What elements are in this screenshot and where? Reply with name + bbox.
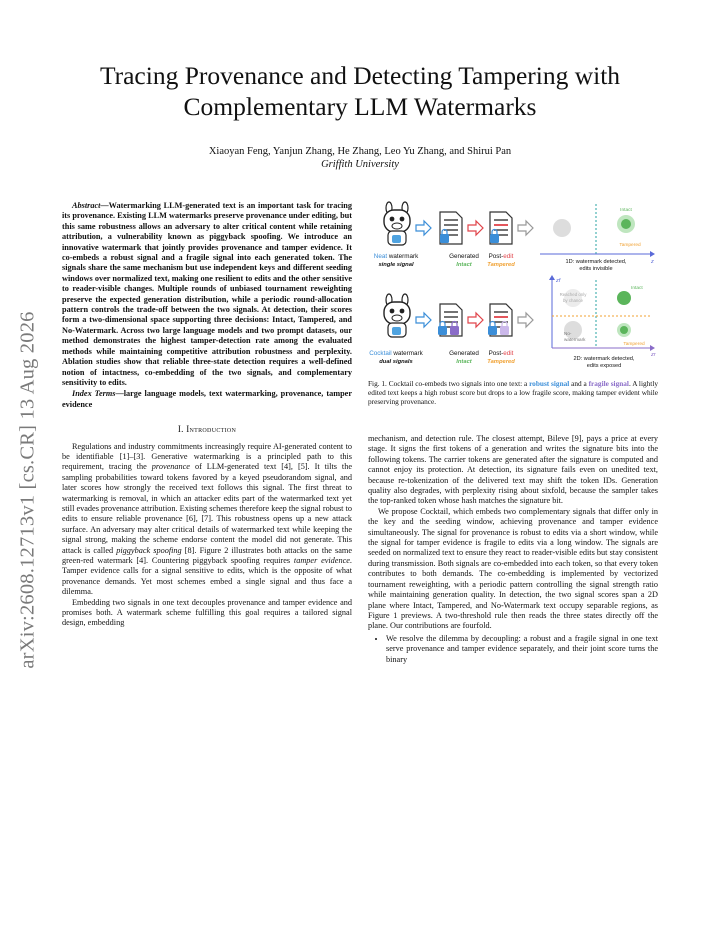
llama-icon-row1	[384, 202, 410, 245]
document-icon-generated-row1	[440, 212, 462, 244]
caption-text-c: . A lightly edited text keeps a high robust score but drops to a low fragile score, making tamper evident while preserving provenance.	[368, 379, 658, 406]
document-icon-post-edit-row1	[490, 212, 512, 244]
fig-row1-intact-label: Intact	[620, 208, 632, 213]
fig-row2-axis-y-label: zf	[556, 278, 561, 284]
caption-text-b: and a	[569, 379, 589, 388]
figure-1-caption	[368, 379, 658, 406]
intro-paragraph-2: Embedding two signals in one text decouples provenance and tamper evidence and promises both. A watermark scheme fulfilling this goal requires a tailored signal design, embedding	[62, 597, 352, 628]
index-terms-text: —large language models, text watermarking, provenance, tamper evidence	[62, 389, 352, 409]
fig-row2-generated-label: Generated	[449, 350, 479, 357]
intro-p1-text-d: . Tamper evidence calls for a signal sensitive to edits, which is the opposite of what provenance demands. Yet most schemes embed a single signal and thus face a dilemma.	[62, 556, 352, 597]
contributions-list	[368, 634, 658, 665]
arxiv-stamp	[8, 311, 48, 669]
fig-row2-plot-caption-2: edits exposed	[586, 363, 622, 369]
index-terms-label: Index Terms	[72, 389, 116, 399]
intro-p1-emphasis-piggyback: piggyback spoofing	[116, 545, 182, 555]
abstract-text: —Watermarking LLM-generated text is an important task for tracing its provenance. Existing LLM watermarks preserve provenance under editing, but this same robustness allows an adversary to alter critical content while retaining attribution, a vulnerability known as piggyback spoofing. We introduce an innovative watermark that jointly provides provenance and tamper evidence. It co-embeds a robust signal and a fragile signal into each generated token. The signals share the same mechanism but use independent keys and different seeding windows over normalized text, making one resilient to edits and the other sensitive to reader-visible changes. Multiple rounds of unbiased tournament reweighting preserve the expected generation distribution, while a periodic round-allocation pattern controls the trade-off between the two signals. At detection, their scores form a two-dimensional space supporting three decisions: Intact, Tampered, and No-Watermark. Across two large language models and two prompt datasets, our method demonstrates the highest tamper-detection rate among the evaluated methods while maintaining competitive attribution robustness and perplexity. Ablation studies show that reliable three-state detection requires a well-defined notion of intactness, co-embedding of the two signals, and complementary sensitivity to edits.	[62, 201, 352, 387]
caption-fragile-signal: fragile signal	[588, 379, 629, 388]
fig-row1-post-edit-sub: Tampered	[487, 262, 515, 268]
fig-row2-generated-sub: Intact	[456, 359, 472, 365]
intro-p1-text-a: Regulations and industry commitments increasingly require AI-generated content to be identifiable [1]–[3]. Generative watermarking is a principled path to this requirement, tracing the	[62, 441, 352, 472]
list-item: • We resolve the dilemma by decoupling: a robust and a fragile signal in one text serve provenance and tamper evidence separately, and their joint score turns the binary	[386, 634, 658, 665]
fig-row2-post-edit-sub: Tampered	[487, 359, 515, 365]
right-paragraph-1: mechanism, and detection rule. The closest attempt, Bileve [9], pays a price at every stage. It signs the first tokens of a generation and writes the signature bits into the following tokens. The carrier tokens are generated after the signature is computed and cannot enjoy its protection. At detection, its signature fails even on unedited text, because re-tokenization of the delivered text may shift the token IDs. Generation quality also degrades, with perplexity rising about sixfold, because the sampler takes the top-ranked token whose hash matches the signature bit.	[368, 434, 658, 506]
index-terms	[62, 389, 352, 410]
llama-icon-row2	[384, 294, 410, 337]
fig-row2-nowm-label-2: watermark	[564, 337, 586, 342]
right-column	[368, 434, 658, 665]
caption-text-a: Fig. 1. Cocktail co-embeds two signals into one text: a	[368, 379, 530, 388]
fig-row2-reached-label-1: Reached only	[559, 292, 587, 297]
fig-row2-plot-caption-1: 2D: watermark detected,	[573, 356, 635, 362]
arxiv-stamp-text: arXiv:2608.12713v1 [cs.CR] 13 Aug 2026	[16, 311, 39, 669]
fig-row1-model-label: Neat watermark	[373, 253, 419, 260]
fig-row1-plot-caption-1: 1D: watermark detected,	[565, 259, 627, 265]
authors: Xiaoyan Feng, Yanjun Zhang, He Zhang, Leo Yu Zhang, and Shirui Pan	[208, 146, 512, 157]
fig-row2-intact-label: Intact	[631, 286, 643, 291]
fig-row1-tampered-label: Tampered	[619, 243, 641, 248]
fig-row2-nowm-label-1: No-	[564, 331, 572, 336]
fig-row1-post-edit-label: Post-edit	[488, 253, 514, 260]
intro-p1-text-c: [8]. Figure 2 illustrates both attacks on the same green-red watermark [4]. Countering piggyback spoofing requires	[62, 545, 352, 565]
abstract	[62, 201, 352, 388]
document-icon-generated-row2	[438, 304, 462, 336]
figure-1-diagram	[368, 198, 658, 372]
fig-row2-post-edit-label: Post-edit	[488, 350, 514, 357]
fig-row2-model-label: Cocktail watermark	[369, 350, 423, 357]
fig-row2-model-sub: dual signals	[379, 359, 413, 365]
intro-p1-emphasis-provenance: provenance	[151, 462, 190, 472]
affiliation: Griffith University	[321, 159, 399, 170]
fig-row1-plot-caption-2: edits invisible	[579, 266, 613, 272]
fig-row1-generated-label: Generated	[449, 253, 479, 260]
detection-plot-1d	[540, 204, 655, 257]
paper-title: Tracing Provenance and Detecting Tampering with Complementary LLM Watermarks	[99, 61, 621, 121]
fig-row2-axis-x-label: zr	[651, 352, 656, 358]
section-heading-introduction: I. Introduction	[177, 424, 237, 435]
fig-row1-model-sub: single signal	[378, 262, 414, 268]
fig-row1-axis-label: z	[651, 259, 654, 265]
intro-p1-text-b: of LLM-generated text [4], [5]. It tilts the sampling probabilities toward tokens favored by a keyed pseudorandom signal, and later scores how strongly the received text follows this signal. The first threat to watermarking is removal, in which an attacker edits part of the watermarked text yet still evades provenance attribution. Existing schemes therefore keep the signal robust to edits to ensure reliable provenance [6], [7]. This robustness opens up a new attack surface. An adversary may alter critical details of watermarked text while keeping the signal strong, making the scheme endorse content the model did not generate. This attack is called	[62, 462, 353, 555]
right-paragraph-2: We propose Cocktail, which embeds two complementary signals that differ only in the key and the seeding window, achieving provenance and tamper evidence simultaneously. The signal for provenance is robust to edits via a short window, while the signal for tamper evidence is fragile to edits via a long window. The signals are seeded on normalized text to ensure they react to reader-visible edits but stay consistent during transmission. Both signals are co-embedded into each token, so that every token contributes to both demands. The co-embedding is implemented by vectorized tournament reweighting, with a periodic pattern controlling the signal strength ratio while maintaining generation quality. In detection, the two signal scores span a 2D plane where Intact, Tampered, and No-Watermark text occupy separable regions, as Figure 1 previews. A two-threshold rule then reads the three states directly off the plane. Our contributions are fourfold.	[368, 506, 658, 631]
fig-row2-tampered-label: Tampered	[623, 342, 645, 347]
abstract-label: Abstract	[72, 201, 101, 210]
document-icon-post-edit-row2	[488, 304, 512, 336]
fig-row1-generated-sub: Intact	[456, 262, 472, 268]
fig-row1-nowm-label: No-watermark	[547, 242, 577, 247]
left-column	[62, 201, 352, 629]
intro-p1-emphasis-tamper: tamper evidence	[293, 556, 350, 565]
figure-1	[368, 198, 658, 372]
intro-paragraph-1	[62, 442, 352, 598]
caption-robust-signal: robust signal	[529, 379, 570, 388]
fig-row2-reached-label-2: by chance	[562, 298, 584, 303]
